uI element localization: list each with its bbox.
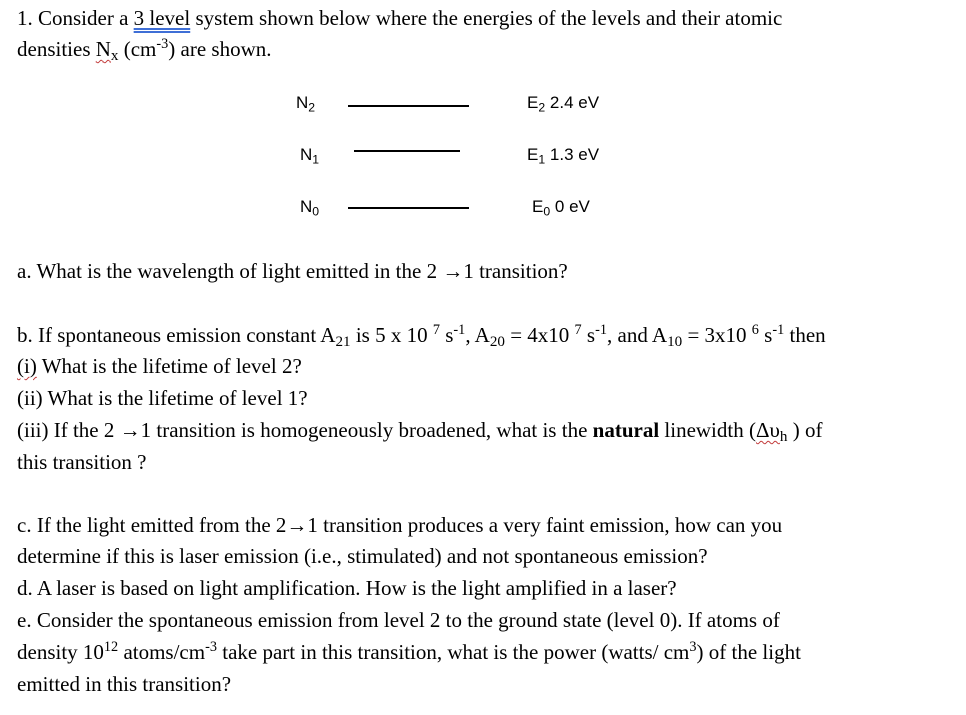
qb-text: is 5 x 10 xyxy=(350,323,433,347)
question-b-ii: (ii) What is the lifetime of level 1? xyxy=(17,386,308,410)
population-N: N xyxy=(296,93,309,112)
qe-text: density 10 xyxy=(17,640,104,664)
natural-bold: natural xyxy=(592,418,660,442)
qe-text: take part in this transition, what is the power (watts/ cm xyxy=(216,640,690,664)
question-1-text: Consider a xyxy=(38,6,134,30)
linewidth-symbol-sub: h xyxy=(779,429,788,446)
density-symbol-sub: x xyxy=(110,48,119,65)
subpart-iii-text: (iii) If the 2 →1 transition is homogeneously broadened, what is the xyxy=(17,418,593,442)
qb-text: = 3x10 xyxy=(682,323,752,347)
energy-sub: 0 xyxy=(543,204,551,219)
a21-sub: 21 xyxy=(335,334,351,351)
exp: 3 xyxy=(689,639,697,656)
subpart-iii-text: ) of xyxy=(787,418,823,442)
question-b-i xyxy=(17,351,302,382)
energy-value: 0 eV xyxy=(554,197,590,216)
qe-text: ) of the light xyxy=(696,640,801,664)
exp: 7 xyxy=(432,322,440,339)
level-0-population xyxy=(300,197,319,217)
question-e-line-3: emitted in this transition? xyxy=(17,672,232,696)
energy-E: E xyxy=(532,197,544,216)
question-a: a. What is the wavelength of light emitted in the 2 →1 transition? xyxy=(17,259,568,283)
a20-sub: 20 xyxy=(489,334,505,351)
energy-value: 1.3 eV xyxy=(549,145,600,164)
subpart-i-marker: (i) xyxy=(17,354,37,378)
qb-text: s xyxy=(581,323,596,347)
energy-level-0-line xyxy=(348,207,469,209)
density-symbol xyxy=(95,37,119,65)
level-0-energy xyxy=(532,197,590,217)
question-b-iii-line-2: this transition ? xyxy=(17,450,147,474)
population-sub: 0 xyxy=(312,204,320,219)
a10-sub: 10 xyxy=(667,334,683,351)
linewidth-symbol xyxy=(755,418,788,446)
qb-text: , A xyxy=(465,323,490,347)
exp: 6 xyxy=(751,322,759,339)
question-1-line-1 xyxy=(17,3,782,34)
question-c-line-2: determine if this is laser emission (i.e., stimulated) and not spontaneous emission? xyxy=(17,544,708,568)
exp: -3 xyxy=(205,639,217,656)
energy-level-2-line xyxy=(348,105,469,107)
qb-text: then xyxy=(784,323,826,347)
subpart-i-text: What is the lifetime of level 2? xyxy=(36,354,302,378)
level-2-energy xyxy=(527,93,599,113)
density-symbol-N: N xyxy=(95,37,111,61)
exp: 12 xyxy=(103,639,119,656)
energy-E: E xyxy=(527,145,539,164)
question-1-text-cont: system shown below where the energies of the levels and their atomic xyxy=(190,6,783,30)
exp: -1 xyxy=(453,322,466,339)
unit-exponent: -3 xyxy=(156,36,169,53)
question-d: d. A laser is based on light amplification. How is the light amplified in a laser? xyxy=(17,576,677,600)
exp: -1 xyxy=(595,322,607,339)
qb-text: , and A xyxy=(607,323,668,347)
question-1-end: ) are shown. xyxy=(168,37,272,61)
energy-sub: 2 xyxy=(538,100,546,115)
question-b-line-1 xyxy=(17,320,826,351)
population-sub: 1 xyxy=(312,152,320,167)
energy-level-1-line xyxy=(354,150,460,152)
question-1-line-2 xyxy=(17,34,272,65)
population-sub: 2 xyxy=(308,100,316,115)
densities-label: densities xyxy=(17,37,96,61)
three-level-text: 3 level xyxy=(133,6,191,30)
population-N: N xyxy=(300,197,313,216)
level-1-energy xyxy=(527,145,599,165)
qb-text: s xyxy=(758,323,773,347)
exp: 7 xyxy=(574,322,582,339)
qe-text: atoms/cm xyxy=(118,640,206,664)
exp: -1 xyxy=(772,322,785,339)
level-2-population xyxy=(296,93,315,113)
energy-E: E xyxy=(527,93,539,112)
qb-text: s xyxy=(439,323,454,347)
question-b-iii-line-1 xyxy=(17,415,822,446)
question-c-line-1: c. If the light emitted from the 2→1 transition produces a very faint emission, how can you xyxy=(17,513,783,537)
energy-sub: 1 xyxy=(538,152,546,167)
subpart-iii-text: linewidth ( xyxy=(659,418,756,442)
question-e-line-2 xyxy=(17,637,801,668)
level-1-population xyxy=(300,145,319,165)
energy-value: 2.4 eV xyxy=(549,93,600,112)
question-e-line-1: e. Consider the spontaneous emission from level 2 to the ground state (level 0). If atoms of xyxy=(17,608,780,632)
population-N: N xyxy=(300,145,313,164)
unit-text: (cm xyxy=(118,37,157,61)
question-number: 1. xyxy=(17,6,33,30)
qb-text: = 4x10 xyxy=(504,323,575,347)
linewidth-symbol-main: Δυ xyxy=(755,418,780,442)
qb-text: b. If spontaneous emission constant A xyxy=(17,323,336,347)
